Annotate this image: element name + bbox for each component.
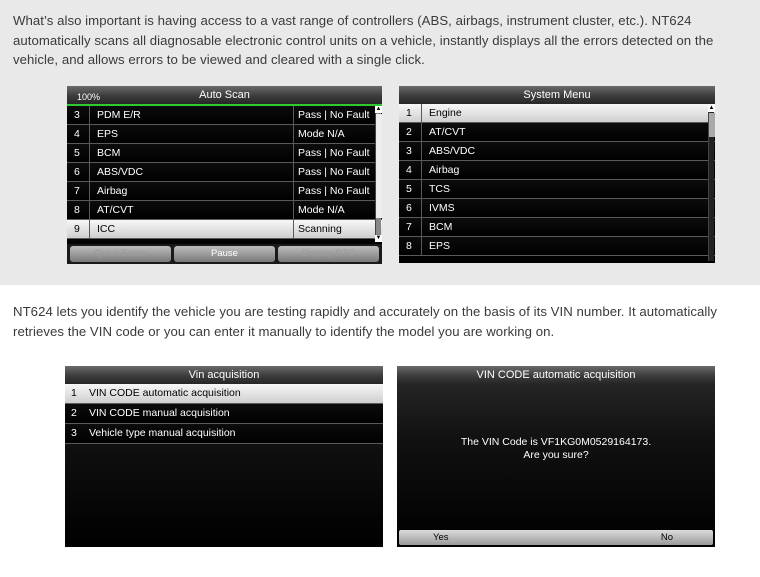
module-status: Scanning [298, 223, 342, 235]
module-name: ICC [97, 223, 116, 235]
vin-confirm-header [397, 366, 715, 384]
row-number: 1 [406, 107, 412, 119]
menu-item-label: TCS [429, 183, 450, 195]
scroll-thumb[interactable] [709, 113, 715, 137]
auto-scan-header [67, 86, 382, 104]
menu-item-label: BCM [429, 221, 453, 233]
display-dtc-button[interactable]: Display DTC [278, 246, 379, 262]
scroll-down-icon[interactable]: ▼ [375, 235, 382, 241]
quick-erase-button[interactable]: Quick Erase [70, 246, 171, 262]
no-button[interactable]: No [660, 532, 673, 543]
system-menu-screen [399, 86, 715, 263]
menu-item[interactable] [399, 218, 715, 237]
row-number: 8 [74, 204, 80, 216]
pause-button[interactable]: Pause [174, 246, 275, 262]
vin-confirm-screen [397, 366, 715, 547]
row-number: 6 [406, 202, 412, 214]
module-status: Pass | No Fault [298, 185, 370, 197]
row-number: 9 [74, 223, 80, 235]
intro-paragraph-2: NT624 lets you identify the vehicle you are testing rapidly and accurately on the basis of its VIN number. It automatically retrieves the VIN code or you can enter it manually to identify the model you are working on. [13, 304, 717, 339]
menu-item-selected[interactable] [65, 384, 383, 404]
module-name: AT/CVT [97, 204, 134, 216]
menu-item-label: Engine [429, 107, 462, 119]
scan-progress: 100% [77, 92, 101, 102]
menu-item[interactable] [399, 161, 715, 180]
system-menu-title: System Menu [523, 89, 591, 101]
menu-item[interactable] [65, 404, 383, 424]
module-status: Pass | No Fault [298, 147, 370, 159]
scroll-up-icon[interactable]: ▲ [375, 106, 382, 112]
row-number: 4 [406, 164, 412, 176]
vin-code-text: The VIN Code is VF1KG0M0529164173. [460, 436, 652, 448]
row-number: 3 [71, 427, 77, 439]
row-number: 1 [71, 387, 77, 399]
auto-scan-screen [67, 86, 382, 264]
yes-button[interactable]: Yes [433, 532, 449, 543]
scroll-up-icon[interactable]: ▲ [708, 105, 715, 111]
confirm-button-bar [399, 530, 713, 545]
module-status: Pass | No Fault [298, 166, 370, 178]
module-name: Airbag [97, 185, 128, 197]
scan-row-selected[interactable] [67, 220, 382, 239]
scan-row[interactable] [67, 201, 382, 220]
scroll-thumb[interactable] [376, 114, 382, 218]
vin-acquisition-header [65, 366, 383, 384]
row-number: 6 [74, 166, 80, 178]
row-number: 7 [406, 221, 412, 233]
scan-row[interactable] [67, 125, 382, 144]
auto-scan-title: Auto Scan [199, 89, 250, 101]
row-number: 5 [74, 147, 80, 159]
scan-row[interactable] [67, 163, 382, 182]
module-status: Pass | No Fault [298, 109, 370, 121]
module-status: Mode N/A [298, 204, 345, 216]
row-number: 7 [74, 185, 80, 197]
menu-item-label: VIN CODE automatic acquisition [89, 387, 241, 399]
confirm-question: Are you sure? [523, 449, 589, 461]
menu-item-label: EPS [429, 240, 451, 252]
menu-item-label: ABS/VDC [429, 145, 476, 157]
module-status: Mode N/A [298, 128, 345, 140]
row-number: 4 [74, 128, 80, 140]
auto-scan-scrollbar[interactable] [375, 106, 381, 242]
menu-item-label: IVMS [429, 202, 455, 214]
menu-item[interactable] [399, 237, 715, 256]
row-number: 2 [71, 407, 77, 419]
scan-row[interactable] [67, 182, 382, 201]
auto-scan-button-bar [67, 244, 382, 264]
scan-row[interactable] [67, 106, 382, 125]
menu-item[interactable] [399, 199, 715, 218]
vin-acquisition-screen [65, 366, 383, 547]
module-name: BCM [97, 147, 121, 159]
menu-item[interactable] [399, 123, 715, 142]
row-number: 3 [74, 109, 80, 121]
intro-paragraph-1: What’s also important is having access to a vast range of controllers (ABS, airbags, instrument cluster, etc.). NT624 automatically scans all diagnosable electronic control units on a vehicle, instantly displays all the errors detected on the vehicle, and allows errors to be viewed and cleared with a single click. [13, 13, 714, 67]
vin-confirm-title: VIN CODE automatic acquisition [476, 369, 636, 381]
module-name: EPS [97, 128, 119, 140]
menu-item-label: Vehicle type manual acquisition [89, 427, 236, 439]
vin-confirm-message [397, 436, 715, 462]
menu-item[interactable] [399, 180, 715, 199]
menu-item-label: Airbag [429, 164, 460, 176]
row-number: 2 [406, 126, 412, 138]
module-name: PDM E/R [97, 109, 141, 121]
system-menu-header [399, 86, 715, 104]
row-number: 3 [406, 145, 412, 157]
module-name: ABS/VDC [97, 166, 144, 178]
menu-item-label: VIN CODE manual acquisition [89, 407, 230, 419]
menu-item[interactable] [399, 142, 715, 161]
system-menu-scrollbar[interactable] [708, 105, 714, 261]
vin-acquisition-title: Vin acquisition [188, 369, 260, 381]
menu-item-label: AT/CVT [429, 126, 466, 138]
row-number: 8 [406, 240, 412, 252]
row-number: 5 [406, 183, 412, 195]
menu-item-selected[interactable] [399, 104, 715, 123]
menu-item[interactable] [65, 424, 383, 444]
scan-row[interactable] [67, 144, 382, 163]
